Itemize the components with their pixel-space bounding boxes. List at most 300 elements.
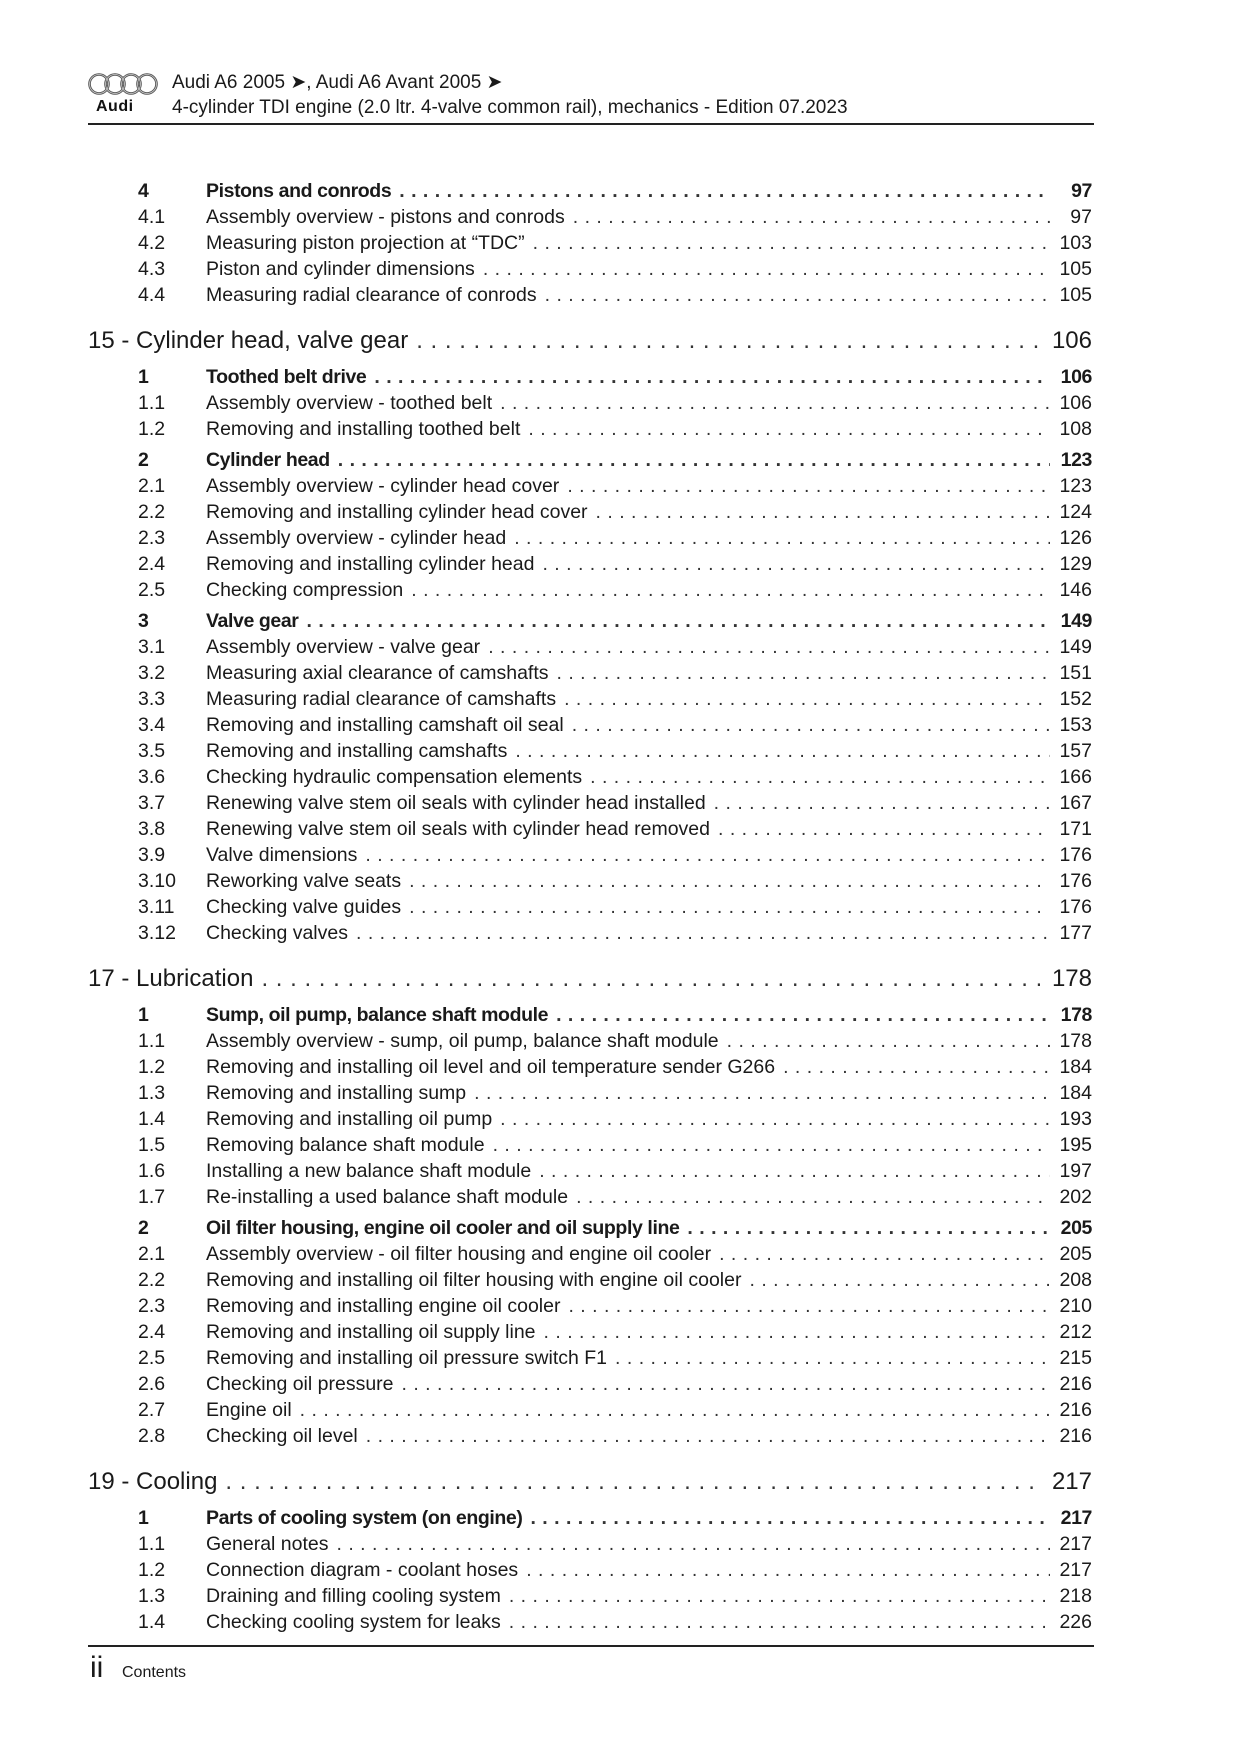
toc-entry-number: 1.2: [138, 1559, 166, 1581]
footer-divider: [88, 1645, 1094, 1647]
toc-page-number[interactable]: 217: [1059, 1559, 1092, 1581]
toc-entry-number: 3.7: [138, 792, 166, 814]
toc-page-number[interactable]: 146: [1059, 579, 1092, 601]
toc-entry-title[interactable]: Removing and installing oil pressure switch F1: [206, 1347, 608, 1369]
toc-entry-number: 3.2: [138, 662, 166, 684]
toc-entry[interactable]: [0, 1397, 1240, 1423]
toc-page-number[interactable]: 97: [1070, 206, 1092, 228]
dot-leader: [515, 738, 1050, 764]
toc-entry-title[interactable]: Cylinder head: [206, 449, 330, 471]
dot-leader: [727, 1028, 1050, 1054]
toc-entry-title[interactable]: Oil filter housing, engine oil cooler and oil supply line: [206, 1217, 680, 1239]
toc-entry[interactable]: [0, 790, 1240, 816]
dot-leader: [300, 1397, 1050, 1423]
toc-entry-title[interactable]: Assembly overview - cylinder head: [206, 527, 507, 549]
toc-page-number[interactable]: 184: [1059, 1056, 1092, 1078]
dot-leader: [714, 790, 1050, 816]
dot-leader: [500, 390, 1050, 416]
toc-entry-number: 1.4: [138, 1108, 166, 1130]
toc-page-number[interactable]: 171: [1059, 818, 1092, 840]
toc-entry-title-with-leader: [206, 1002, 1050, 1028]
toc-page-number[interactable]: 129: [1059, 553, 1092, 575]
footer-page-number: ii: [90, 1651, 104, 1684]
toc-entry-title[interactable]: Reworking valve seats: [206, 870, 402, 892]
toc-page-number[interactable]: 166: [1059, 766, 1092, 788]
dot-leader: [572, 712, 1050, 738]
toc-page-number[interactable]: 126: [1059, 527, 1092, 549]
toc-entry-title[interactable]: Removing and installing sump: [206, 1082, 467, 1104]
toc-entry[interactable]: [0, 1241, 1240, 1267]
toc-page-number[interactable]: 210: [1059, 1295, 1092, 1317]
toc-entry[interactable]: [0, 204, 1240, 230]
dot-leader: [483, 256, 1050, 282]
toc-page-number[interactable]: 124: [1059, 501, 1092, 523]
toc-entry-number: 4.4: [138, 284, 166, 306]
toc-page-number[interactable]: 176: [1059, 870, 1092, 892]
toc-entry-number: 3.3: [138, 688, 166, 710]
toc-section[interactable]: [0, 608, 1240, 634]
toc-entry[interactable]: [0, 1184, 1240, 1210]
toc-entry-number: 1.2: [138, 1056, 166, 1078]
toc-entry-number: 1.6: [138, 1160, 166, 1182]
dot-leader: [542, 551, 1050, 577]
toc-entry-title[interactable]: Checking valves: [206, 922, 348, 944]
toc-section[interactable]: [0, 1505, 1240, 1531]
toc-entry-title-with-leader: [206, 364, 1050, 390]
dot-leader: [338, 447, 1050, 473]
toc-entry-title-with-leader: [206, 1397, 1050, 1423]
toc-page-number[interactable]: 177: [1059, 922, 1092, 944]
toc-page-number[interactable]: 215: [1059, 1347, 1092, 1369]
toc-entry-title-with-leader: [206, 634, 1050, 660]
toc-entry-title[interactable]: Removing and installing engine oil cooler: [206, 1295, 561, 1317]
dot-leader: [539, 1158, 1050, 1184]
toc-entry[interactable]: [0, 1293, 1240, 1319]
toc-page-number[interactable]: 123: [1060, 449, 1092, 471]
toc-page-number[interactable]: 149: [1059, 636, 1092, 658]
toc-entry-number: 1.1: [138, 1030, 166, 1052]
toc-entry[interactable]: [0, 634, 1240, 660]
toc-entry[interactable]: [0, 1028, 1240, 1054]
dot-leader: [687, 1215, 1050, 1241]
toc-entry-title[interactable]: Renewing valve stem oil seals with cylinder head installed: [206, 792, 706, 814]
toc-entry-number: 2.5: [138, 579, 166, 601]
toc-page-number[interactable]: 178: [1060, 1004, 1092, 1026]
toc-entry-title-with-leader: [206, 816, 1050, 842]
toc-entry-title-with-leader: [206, 204, 1050, 230]
toc-page-number[interactable]: 152: [1059, 688, 1092, 710]
toc-entry-title[interactable]: Re-installing a used balance shaft module: [206, 1186, 569, 1208]
dot-leader: [374, 364, 1050, 390]
toc-entry-title-with-leader: [206, 282, 1050, 308]
dot-leader: [783, 1054, 1050, 1080]
toc-entry-title-with-leader: [206, 525, 1050, 551]
toc-page-number[interactable]: 178: [1051, 965, 1092, 992]
toc-entry-title-with-leader: [206, 1423, 1050, 1449]
dot-leader: [557, 660, 1051, 686]
toc-entry-number: 2.6: [138, 1373, 166, 1395]
dot-leader: [411, 577, 1050, 603]
toc-entry-title[interactable]: Removing and installing toothed belt: [206, 418, 521, 440]
toc-entry[interactable]: [0, 894, 1240, 920]
toc-entry-title-with-leader: [206, 868, 1050, 894]
toc-entry-number: 4.2: [138, 232, 166, 254]
dot-leader: [500, 1106, 1050, 1132]
toc-entry-number: 2.1: [138, 475, 166, 497]
toc-entry-title-with-leader: [206, 1531, 1050, 1557]
toc-entry-title-with-leader: [206, 712, 1050, 738]
toc-entry[interactable]: [0, 1132, 1240, 1158]
toc-page-number[interactable]: 151: [1059, 662, 1092, 684]
dot-leader: [261, 963, 1040, 995]
toc-entry-title[interactable]: Assembly overview - oil filter housing and engine oil cooler: [206, 1243, 712, 1265]
dot-leader: [533, 230, 1050, 256]
toc-entry-number: 2: [138, 1217, 149, 1239]
toc-page-number[interactable]: 226: [1059, 1611, 1092, 1633]
dot-leader: [590, 764, 1050, 790]
toc-entry-title[interactable]: Removing and installing oil pump: [206, 1108, 493, 1130]
dot-leader: [564, 686, 1050, 712]
toc-entry-title-with-leader: [206, 416, 1050, 442]
dot-leader: [337, 1531, 1051, 1557]
toc-entry[interactable]: [0, 1054, 1240, 1080]
toc-section[interactable]: [0, 447, 1240, 473]
toc-entry-title-with-leader: [206, 608, 1050, 634]
toc-entry[interactable]: [0, 1583, 1240, 1609]
toc-entry-title[interactable]: Measuring piston projection at “TDC”: [206, 232, 525, 254]
toc-entry[interactable]: [0, 1423, 1240, 1449]
toc-entry-title[interactable]: Measuring axial clearance of camshafts: [206, 662, 549, 684]
toc-entry-number: 2.8: [138, 1425, 166, 1447]
header-manual-title: 4-cylinder TDI engine (2.0 ltr. 4-valve common rail), mechanics - Edition 07.2023: [172, 97, 848, 118]
toc-page-number[interactable]: 217: [1059, 1533, 1092, 1555]
toc-entry[interactable]: [0, 577, 1240, 603]
toc-entry[interactable]: [0, 1080, 1240, 1106]
dot-leader: [556, 1002, 1050, 1028]
dot-leader: [718, 816, 1050, 842]
toc-entry[interactable]: [0, 816, 1240, 842]
toc-entry[interactable]: [0, 525, 1240, 551]
toc-entry-title-with-leader: [206, 790, 1050, 816]
toc-page-number[interactable]: 218: [1059, 1585, 1092, 1607]
toc-page-number[interactable]: 217: [1051, 1468, 1092, 1495]
toc-entry[interactable]: [0, 473, 1240, 499]
toc-entry-title-with-leader: [206, 1505, 1050, 1531]
toc-entry-title-with-leader: [206, 738, 1050, 764]
dot-leader: [719, 1241, 1050, 1267]
toc-page-number[interactable]: 106: [1060, 366, 1092, 388]
toc-page-number[interactable]: 123: [1059, 475, 1092, 497]
toc-entry[interactable]: [0, 416, 1240, 442]
toc-entry-title[interactable]: Removing and installing oil supply line: [206, 1321, 536, 1343]
dot-leader: [409, 868, 1050, 894]
toc-page-number[interactable]: 178: [1059, 1030, 1092, 1052]
toc-entry-title[interactable]: Removing and installing camshaft oil seal: [206, 714, 564, 736]
toc-entry-number: 3.8: [138, 818, 166, 840]
toc-entry[interactable]: [0, 551, 1240, 577]
toc-entry-title-with-leader: [206, 660, 1050, 686]
toc-entry-title[interactable]: Sump, oil pump, balance shaft module: [206, 1004, 549, 1026]
toc-entry-title-with-leader: [206, 577, 1050, 603]
toc-entry[interactable]: [0, 1609, 1240, 1635]
toc-entry[interactable]: [0, 1158, 1240, 1184]
toc-entry-title-with-leader: [206, 894, 1050, 920]
dot-leader: [402, 1371, 1050, 1397]
toc-entry[interactable]: [0, 256, 1240, 282]
toc-page-number[interactable]: 197: [1059, 1160, 1092, 1182]
toc-page-number[interactable]: 205: [1060, 1217, 1092, 1239]
toc-entry-title-with-leader: [206, 1184, 1050, 1210]
toc-section[interactable]: [0, 178, 1240, 204]
toc-page-number[interactable]: 184: [1059, 1082, 1092, 1104]
toc-entry[interactable]: [0, 1371, 1240, 1397]
toc-entry[interactable]: [0, 738, 1240, 764]
toc-entry-title-with-leader: [206, 551, 1050, 577]
toc-page-number[interactable]: 216: [1059, 1373, 1092, 1395]
dot-leader: [307, 608, 1051, 634]
toc-entry-number: 4.1: [138, 206, 166, 228]
toc-entry-number: 2.3: [138, 527, 166, 549]
toc-entry-title-with-leader: [206, 1609, 1050, 1635]
toc-entry-number: 2.1: [138, 1243, 166, 1265]
toc-entry-number: 2.2: [138, 501, 166, 523]
toc-entry-title[interactable]: Measuring radial clearance of conrods: [206, 284, 537, 306]
toc-entry-title-with-leader: [206, 178, 1050, 204]
dot-leader: [366, 1423, 1050, 1449]
toc-entry-title[interactable]: Checking compression: [206, 579, 404, 601]
toc-entry-number: 3: [138, 610, 149, 632]
toc-entry-title[interactable]: Parts of cooling system (on engine): [206, 1507, 523, 1529]
toc-entry-number: 2.4: [138, 553, 166, 575]
toc-entry-title[interactable]: Removing and installing cylinder head: [206, 553, 535, 575]
dot-leader: [576, 1184, 1050, 1210]
toc-page-number[interactable]: 212: [1059, 1321, 1092, 1343]
toc-entry-number: 1: [138, 1507, 149, 1529]
toc-entry-title-with-leader: [206, 1319, 1050, 1345]
dot-leader: [573, 204, 1050, 230]
toc-entry-title-with-leader: [206, 686, 1050, 712]
toc-entry-title[interactable]: Connection diagram - coolant hoses: [206, 1559, 519, 1581]
toc-entry-title[interactable]: 15 - Cylinder head, valve gear: [88, 327, 409, 354]
toc-entry-title-with-leader: [206, 1241, 1050, 1267]
toc-page-number[interactable]: 208: [1059, 1269, 1092, 1291]
toc-page-number[interactable]: 216: [1059, 1399, 1092, 1421]
toc-section[interactable]: [0, 1002, 1240, 1028]
toc-entry-number: 2: [138, 449, 149, 471]
dot-leader: [528, 416, 1050, 442]
dot-leader: [488, 634, 1050, 660]
toc-entry-number: 1.4: [138, 1611, 166, 1633]
toc-entry-title-with-leader: [206, 920, 1050, 946]
toc-entry-title[interactable]: Pistons and conrods: [206, 180, 392, 202]
toc-entry[interactable]: [0, 1531, 1240, 1557]
toc-page-number[interactable]: 105: [1059, 284, 1092, 306]
dot-leader: [356, 920, 1050, 946]
dot-leader: [568, 1293, 1050, 1319]
toc-entry-number: 3.9: [138, 844, 166, 866]
toc-entry-title-with-leader: [206, 1583, 1050, 1609]
toc-entry-title[interactable]: Valve dimensions: [206, 844, 358, 866]
toc-entry[interactable]: [0, 1319, 1240, 1345]
toc-entry-number: 4.3: [138, 258, 166, 280]
toc-page-number[interactable]: 149: [1060, 610, 1092, 632]
toc-entry-title-with-leader: [88, 963, 1040, 995]
toc-entry-title[interactable]: Installing a new balance shaft module: [206, 1160, 532, 1182]
toc-entry-number: 1.1: [138, 1533, 166, 1555]
toc-entry-number: 2.4: [138, 1321, 166, 1343]
header-vehicle-models: Audi A6 2005 ➤, Audi A6 Avant 2005 ➤: [172, 72, 503, 93]
toc-entry-title-with-leader: [206, 1106, 1050, 1132]
toc-entry-title-with-leader: [206, 1158, 1050, 1184]
toc-entry-title-with-leader: [206, 1215, 1050, 1241]
toc-entry[interactable]: [0, 1106, 1240, 1132]
toc-entry-title-with-leader: [206, 1293, 1050, 1319]
toc-entry-title-with-leader: [206, 230, 1050, 256]
toc-entry-number: 3.11: [138, 896, 175, 918]
toc-entry-title[interactable]: Assembly overview - cylinder head cover: [206, 475, 560, 497]
toc-entry-title[interactable]: General notes: [206, 1533, 329, 1555]
toc-entry[interactable]: [0, 390, 1240, 416]
toc-entry-title-with-leader: [206, 1080, 1050, 1106]
toc-entry-title-with-leader: [206, 1557, 1050, 1583]
dot-leader: [409, 894, 1050, 920]
toc-section[interactable]: [0, 1215, 1240, 1241]
dot-leader: [474, 1080, 1050, 1106]
toc-entry-title[interactable]: 19 - Cooling: [88, 1468, 218, 1495]
toc-entry-title-with-leader: [206, 473, 1050, 499]
toc-entry-title[interactable]: Valve gear: [206, 610, 299, 632]
toc-page-number[interactable]: 217: [1060, 1507, 1092, 1529]
toc-page-number[interactable]: 193: [1059, 1108, 1092, 1130]
toc-entry-title-with-leader: [88, 325, 1040, 357]
toc-entry[interactable]: [0, 842, 1240, 868]
toc-entry-title[interactable]: Piston and cylinder dimensions: [206, 258, 475, 280]
toc-entry-number: 3.1: [138, 636, 166, 658]
toc-entry-title[interactable]: Checking cooling system for leaks: [206, 1611, 501, 1633]
toc-entry-title[interactable]: 17 - Lubrication: [88, 965, 254, 992]
toc-entry-number: 1.3: [138, 1082, 166, 1104]
toc-page-number[interactable]: 106: [1051, 327, 1092, 354]
toc-entry-number: 3.6: [138, 766, 166, 788]
toc-chapter[interactable]: [0, 963, 1240, 995]
toc-entry-number: 3.5: [138, 740, 166, 762]
toc-page-number[interactable]: 97: [1071, 180, 1092, 202]
toc-entry-title[interactable]: Assembly overview - valve gear: [206, 636, 481, 658]
toc-entry[interactable]: [0, 920, 1240, 946]
toc-page-number[interactable]: 176: [1059, 844, 1092, 866]
toc-entry-title-with-leader: [206, 256, 1050, 282]
toc-entry-number: 1: [138, 366, 149, 388]
toc-entry[interactable]: [0, 1557, 1240, 1583]
dot-leader: [526, 1557, 1050, 1583]
toc-entry-number: 3.4: [138, 714, 166, 736]
toc-page-number[interactable]: 195: [1059, 1134, 1092, 1156]
toc-page-number[interactable]: 105: [1059, 258, 1092, 280]
toc-entry[interactable]: [0, 1267, 1240, 1293]
toc-section[interactable]: [0, 364, 1240, 390]
toc-page-number[interactable]: 103: [1059, 232, 1092, 254]
dot-leader: [567, 473, 1050, 499]
toc-entry[interactable]: [0, 499, 1240, 525]
dot-leader: [509, 1583, 1050, 1609]
dot-leader: [416, 325, 1040, 357]
toc-page-number[interactable]: 176: [1059, 896, 1092, 918]
toc-entry[interactable]: [0, 712, 1240, 738]
dot-leader: [596, 499, 1050, 525]
toc-entry-number: 3.10: [138, 870, 176, 892]
toc-entry[interactable]: [0, 282, 1240, 308]
toc-entry-title[interactable]: Removing and installing cylinder head cover: [206, 501, 588, 523]
toc-entry-title[interactable]: Draining and filling cooling system: [206, 1585, 501, 1607]
toc-entry-title[interactable]: Checking oil pressure: [206, 1373, 394, 1395]
toc-entry-number: 1.7: [138, 1186, 166, 1208]
dot-leader: [749, 1267, 1050, 1293]
footer-section-label: Contents: [122, 1664, 187, 1681]
toc-entry-title[interactable]: Removing and installing camshafts: [206, 740, 508, 762]
toc-page-number[interactable]: 202: [1059, 1186, 1092, 1208]
toc-entry-title[interactable]: Checking hydraulic compensation elements: [206, 766, 583, 788]
dot-leader: [493, 1132, 1050, 1158]
toc-entry-title-with-leader: [206, 447, 1050, 473]
dot-leader: [530, 1505, 1050, 1531]
toc-page-number[interactable]: 167: [1059, 792, 1092, 814]
toc-entry-title[interactable]: Toothed belt drive: [206, 366, 367, 388]
toc-page-number[interactable]: 153: [1059, 714, 1092, 736]
toc-entry-title[interactable]: Removing and installing oil level and oil temperature sender G266: [206, 1056, 776, 1078]
toc-entry-title-with-leader: [206, 1028, 1050, 1054]
toc-entry-title[interactable]: Removing balance shaft module: [206, 1134, 485, 1156]
toc-entry-title-with-leader: [206, 842, 1050, 868]
toc-page-number[interactable]: 108: [1059, 418, 1092, 440]
toc-entry-title[interactable]: Assembly overview - sump, oil pump, balance shaft module: [206, 1030, 719, 1052]
toc-entry-title-with-leader: [206, 499, 1050, 525]
toc-chapter[interactable]: [0, 1466, 1240, 1498]
toc-entry-title-with-leader: [206, 1345, 1050, 1371]
dot-leader: [225, 1466, 1040, 1498]
toc-entry-number: 1.1: [138, 392, 166, 414]
toc-entry[interactable]: [0, 764, 1240, 790]
toc-entry-title-with-leader: [206, 764, 1050, 790]
toc-page-number[interactable]: 106: [1059, 392, 1092, 414]
toc-page-number[interactable]: 157: [1059, 740, 1092, 762]
toc-entry-number: 2.7: [138, 1399, 166, 1421]
toc-entry-title[interactable]: Measuring radial clearance of camshafts: [206, 688, 557, 710]
toc-entry-number: 4: [138, 180, 149, 202]
toc-entry[interactable]: [0, 686, 1240, 712]
toc-page-number[interactable]: 216: [1059, 1425, 1092, 1447]
toc-entry[interactable]: [0, 230, 1240, 256]
toc-entry[interactable]: [0, 660, 1240, 686]
toc-entry-title-with-leader: [206, 1371, 1050, 1397]
toc-entry-title-with-leader: [206, 1054, 1050, 1080]
dot-leader: [545, 282, 1050, 308]
toc-entry-title[interactable]: Checking valve guides: [206, 896, 402, 918]
toc-entry-title[interactable]: Engine oil: [206, 1399, 292, 1421]
toc-entry-title[interactable]: Renewing valve stem oil seals with cylinder head removed: [206, 818, 710, 840]
audi-wordmark: Audi: [96, 98, 134, 115]
toc-page-number[interactable]: 205: [1059, 1243, 1092, 1265]
toc-entry-title[interactable]: Assembly overview - pistons and conrods: [206, 206, 565, 228]
dot-leader: [615, 1345, 1050, 1371]
toc-chapter[interactable]: [0, 325, 1240, 357]
toc-entry-title[interactable]: Removing and installing oil filter housing with engine oil cooler: [206, 1269, 742, 1291]
dot-leader: [365, 842, 1050, 868]
toc-entry-number: 2.3: [138, 1295, 166, 1317]
toc-entry[interactable]: [0, 868, 1240, 894]
toc-entry-title[interactable]: Assembly overview - toothed belt: [206, 392, 493, 414]
toc-entry-title[interactable]: Checking oil level: [206, 1425, 358, 1447]
toc-entry[interactable]: [0, 1345, 1240, 1371]
